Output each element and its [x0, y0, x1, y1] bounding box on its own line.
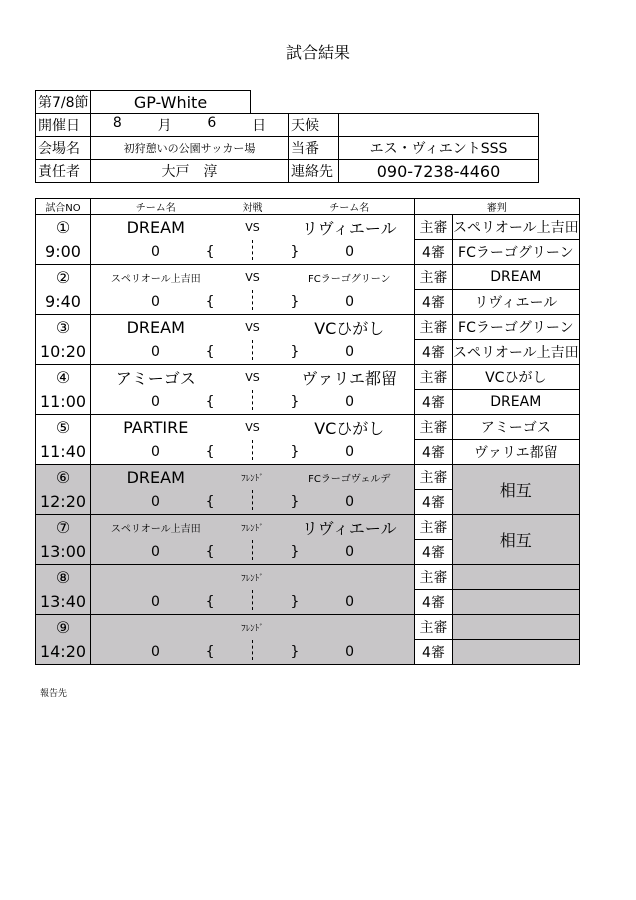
day-value: 6 — [207, 115, 217, 131]
referee-main: スペリオール上吉田 — [453, 215, 580, 240]
team2-name: FCラーゴヴェルデ — [285, 465, 415, 490]
match-row-top — [36, 315, 580, 340]
team2-name: FCラーゴグリーン — [285, 265, 415, 290]
info-table — [35, 90, 539, 183]
ref-4th-label: 4審 — [415, 240, 453, 265]
score-divider — [221, 390, 285, 415]
team1-name: スペリオール上吉田 — [91, 265, 221, 290]
ref-main-label: 主審 — [415, 515, 453, 540]
referee-4th: ヴァリエ都留 — [453, 440, 580, 465]
referee-4th: DREAM — [453, 390, 580, 415]
brace-close: } — [290, 293, 300, 310]
score2: 0 — [345, 593, 354, 610]
ref-main-label: 主審 — [415, 315, 453, 340]
team2-name: ヴァリエ都留 — [285, 365, 415, 390]
score1-cell — [91, 340, 221, 365]
brace-close: } — [290, 593, 300, 610]
match-time: 11:40 — [36, 440, 91, 465]
ref-4th-label: 4審 — [415, 290, 453, 315]
match-time: 10:20 — [36, 340, 91, 365]
ref-4th-label: 4審 — [415, 340, 453, 365]
team1-name: スペリオール上吉田 — [91, 515, 221, 540]
ref-main-label: 主審 — [415, 565, 453, 590]
score2: 0 — [345, 643, 354, 660]
team1-name: PARTIRE — [91, 415, 221, 440]
brace-open: { — [205, 393, 215, 410]
month-value: 8 — [112, 115, 122, 131]
ref-main-label: 主審 — [415, 615, 453, 640]
match-row-top — [36, 465, 580, 490]
match-table — [35, 198, 580, 665]
match-time: 9:40 — [36, 290, 91, 315]
vs-label: ﾌﾚﾝﾄﾞ — [221, 565, 285, 590]
score1: 0 — [151, 643, 160, 660]
referee-4th: FCラーゴグリーン — [453, 240, 580, 265]
date-field — [91, 114, 289, 137]
brace-open: { — [205, 493, 215, 510]
brace-open: { — [205, 243, 215, 260]
score1: 0 — [151, 443, 160, 460]
team1-name — [91, 615, 221, 640]
duty-label: 当番 — [289, 137, 339, 160]
team2-name: リヴィエール — [285, 515, 415, 540]
score2: 0 — [345, 243, 354, 260]
contact-value: 090-7238-4460 — [339, 160, 539, 183]
ref-main-label: 主審 — [415, 365, 453, 390]
score1: 0 — [151, 593, 160, 610]
brace-close: } — [290, 643, 300, 660]
referee-main: VCひがし — [453, 365, 580, 390]
team2-name — [285, 615, 415, 640]
score1: 0 — [151, 293, 160, 310]
match-row-top — [36, 215, 580, 240]
referee-main: DREAM — [453, 265, 580, 290]
match-number: ② — [36, 265, 91, 290]
ref-4th-label: 4審 — [415, 490, 453, 515]
match-row-top — [36, 415, 580, 440]
score1-cell — [91, 240, 221, 265]
vs-label: ﾌﾚﾝﾄﾞ — [221, 465, 285, 490]
report-label: 報告先 — [40, 689, 68, 699]
match-time: 9:00 — [36, 240, 91, 265]
ref-4th-label: 4審 — [415, 590, 453, 615]
weather-label: 天候 — [289, 114, 339, 137]
team1-name: DREAM — [91, 465, 221, 490]
brace-open: { — [205, 343, 215, 360]
score1-cell — [91, 390, 221, 415]
team2-name: VCひがし — [285, 415, 415, 440]
match-time: 11:00 — [36, 390, 91, 415]
brace-open: { — [205, 543, 215, 560]
manager-value: 大戸 淳 — [91, 160, 289, 183]
ref-4th-label: 4審 — [415, 640, 453, 665]
ref-4th-label: 4審 — [415, 540, 453, 565]
score1-cell — [91, 590, 221, 615]
score1-cell — [91, 540, 221, 565]
month-unit: 月 — [157, 118, 172, 134]
match-row-top — [36, 565, 580, 590]
score2: 0 — [345, 443, 354, 460]
venue-value: 初狩憩いの公園サッカー場 — [91, 137, 289, 160]
vs-label: VS — [221, 265, 285, 290]
page-title: 試合結果 — [285, 43, 350, 62]
header-match-no: 試合NO — [36, 199, 91, 215]
score2-cell — [285, 290, 415, 315]
header-vs: 対戦 — [221, 199, 285, 215]
brace-open: { — [205, 643, 215, 660]
manager-label: 責任者 — [36, 160, 91, 183]
team2-name — [285, 565, 415, 590]
section-label: 第7/8節 — [36, 91, 91, 114]
brace-open: { — [205, 443, 215, 460]
match-row-bottom — [36, 340, 580, 365]
venue-label: 会場名 — [36, 137, 91, 160]
score1: 0 — [151, 243, 160, 260]
score-divider — [221, 340, 285, 365]
score1: 0 — [151, 393, 160, 410]
vs-label: ﾌﾚﾝﾄﾞ — [221, 515, 285, 540]
match-time: 14:20 — [36, 640, 91, 665]
score-divider — [221, 540, 285, 565]
match-row-bottom — [36, 440, 580, 465]
score2: 0 — [345, 493, 354, 510]
team1-name: DREAM — [91, 315, 221, 340]
score2: 0 — [345, 293, 354, 310]
team1-name — [91, 565, 221, 590]
score-divider — [221, 640, 285, 665]
team1-name: DREAM — [91, 215, 221, 240]
contact-label: 連絡先 — [289, 160, 339, 183]
score1: 0 — [151, 543, 160, 560]
score-divider — [221, 240, 285, 265]
referee-main: FCラーゴグリーン — [453, 315, 580, 340]
vs-label: VS — [221, 315, 285, 340]
referee-4th: リヴィエール — [453, 290, 580, 315]
group-name: GP-White — [91, 91, 251, 114]
score2: 0 — [345, 543, 354, 560]
score1-cell — [91, 640, 221, 665]
referee-mutual: 相互 — [453, 515, 580, 565]
date-label: 開催日 — [36, 114, 91, 137]
score2: 0 — [345, 393, 354, 410]
match-row-bottom — [36, 590, 580, 615]
match-row-top — [36, 265, 580, 290]
team2-name: リヴィエール — [285, 215, 415, 240]
match-row-bottom — [36, 640, 580, 665]
brace-close: } — [290, 243, 300, 260]
score-divider — [221, 290, 285, 315]
referee-main: アミーゴス — [453, 415, 580, 440]
brace-close: } — [290, 493, 300, 510]
ref-main-label: 主審 — [415, 465, 453, 490]
score2-cell — [285, 390, 415, 415]
score-divider — [221, 590, 285, 615]
score2-cell — [285, 640, 415, 665]
referee-4th — [453, 590, 580, 615]
score1: 0 — [151, 493, 160, 510]
score2-cell — [285, 240, 415, 265]
ref-main-label: 主審 — [415, 215, 453, 240]
match-number: ④ — [36, 365, 91, 390]
vs-label: VS — [221, 365, 285, 390]
brace-close: } — [290, 343, 300, 360]
brace-close: } — [290, 543, 300, 560]
match-number: ⑨ — [36, 615, 91, 640]
brace-open: { — [205, 293, 215, 310]
brace-close: } — [290, 443, 300, 460]
day-unit: 日 — [252, 118, 267, 134]
header-referee: 審判 — [415, 199, 580, 215]
brace-close: } — [290, 393, 300, 410]
score-divider — [221, 440, 285, 465]
score1-cell — [91, 440, 221, 465]
score2-cell — [285, 340, 415, 365]
match-time: 12:20 — [36, 490, 91, 515]
team2-name: VCひがし — [285, 315, 415, 340]
score1: 0 — [151, 343, 160, 360]
match-row-top — [36, 615, 580, 640]
match-row-top — [36, 365, 580, 390]
match-number: ⑤ — [36, 415, 91, 440]
match-time: 13:40 — [36, 590, 91, 615]
brace-open: { — [205, 593, 215, 610]
match-row-bottom — [36, 240, 580, 265]
match-time: 13:00 — [36, 540, 91, 565]
score2-cell — [285, 590, 415, 615]
match-row-bottom — [36, 290, 580, 315]
score1-cell — [91, 290, 221, 315]
vs-label: VS — [221, 215, 285, 240]
match-number: ⑦ — [36, 515, 91, 540]
referee-4th: スペリオール上吉田 — [453, 340, 580, 365]
ref-main-label: 主審 — [415, 265, 453, 290]
vs-label: VS — [221, 415, 285, 440]
score-divider — [221, 490, 285, 515]
score2: 0 — [345, 343, 354, 360]
score1-cell — [91, 490, 221, 515]
header-team1: チーム名 — [91, 199, 221, 215]
referee-mutual: 相互 — [453, 465, 580, 515]
vs-label: ﾌﾚﾝﾄﾞ — [221, 615, 285, 640]
match-row-top — [36, 515, 580, 540]
match-number: ③ — [36, 315, 91, 340]
referee-4th — [453, 640, 580, 665]
referee-main — [453, 565, 580, 590]
score2-cell — [285, 540, 415, 565]
match-number: ① — [36, 215, 91, 240]
score2-cell — [285, 440, 415, 465]
ref-main-label: 主審 — [415, 415, 453, 440]
duty-value: エス・ヴィエントSSS — [339, 137, 539, 160]
match-row-bottom — [36, 390, 580, 415]
match-number: ⑥ — [36, 465, 91, 490]
header-team2: チーム名 — [285, 199, 415, 215]
team1-name: アミーゴス — [91, 365, 221, 390]
weather-value — [339, 114, 539, 137]
score2-cell — [285, 490, 415, 515]
ref-4th-label: 4審 — [415, 440, 453, 465]
referee-main — [453, 615, 580, 640]
match-number: ⑧ — [36, 565, 91, 590]
ref-4th-label: 4審 — [415, 390, 453, 415]
